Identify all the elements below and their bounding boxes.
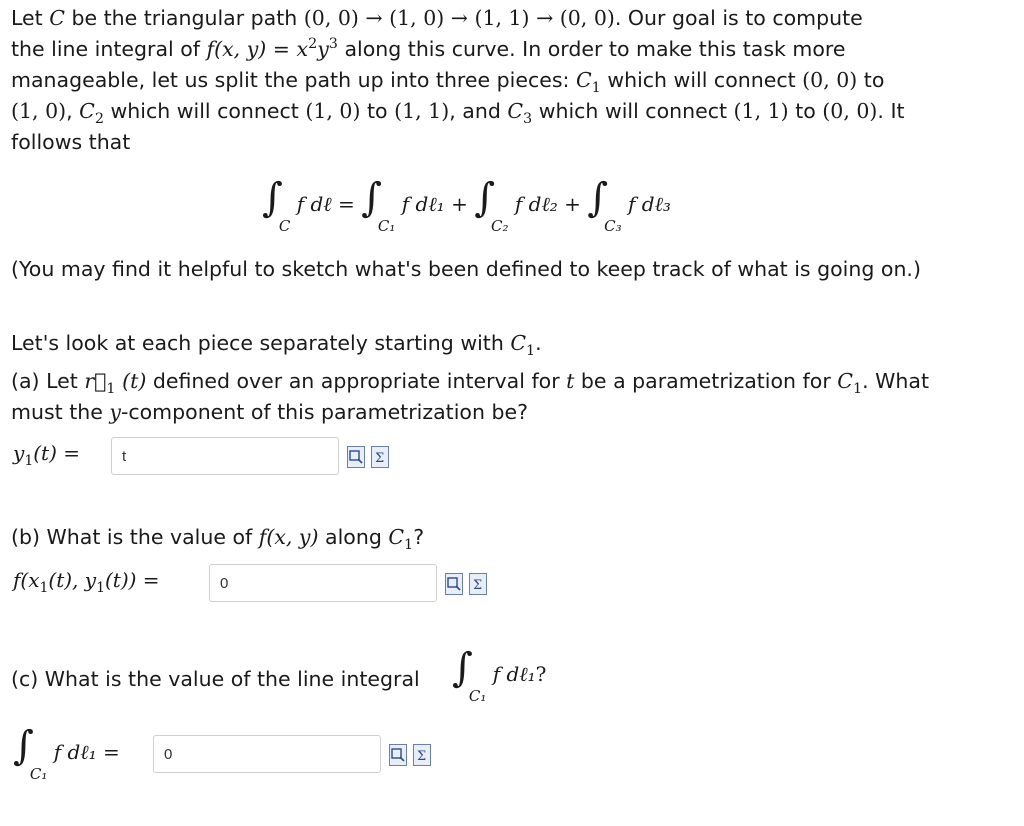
math-sub: 1: [852, 381, 863, 398]
text: must the: [11, 400, 110, 424]
math-f: f(x: [13, 568, 40, 592]
math-sub: 1: [39, 580, 49, 596]
text: be a parametrization for: [574, 369, 838, 393]
math-C: C: [507, 99, 524, 123]
math-sub: 1: [526, 343, 536, 360]
integral-sub: C: [278, 217, 291, 235]
part-c-lhs: [13, 723, 120, 783]
part-a-lhs: [13, 441, 80, 469]
math-sub: 3: [523, 111, 533, 128]
svg-text:Σ: Σ: [473, 578, 483, 593]
display-equation: [262, 175, 671, 235]
math-fx: (x, y) = x: [214, 37, 309, 61]
sketch-note: (You may find it helpful to sketch what's been defined to keep track of what is going on.): [11, 257, 921, 281]
integral-sign: ∫: [587, 175, 609, 221]
math-pow: 2: [308, 36, 318, 53]
answer-input-a[interactable]: [111, 437, 339, 475]
math-mid: (t), y: [48, 568, 97, 592]
text: . Our goal is to compute: [614, 6, 863, 30]
text: ,: [66, 99, 80, 123]
math-pow: 3: [328, 36, 338, 53]
part-b-lhs: [13, 568, 160, 596]
integral-sub: C₂: [491, 217, 509, 235]
text: (a) Let: [11, 369, 85, 393]
svg-text:Σ: Σ: [375, 451, 385, 466]
text: , and: [449, 99, 508, 123]
text: which will connect: [532, 99, 734, 123]
text: to: [360, 99, 395, 123]
text: . What: [862, 369, 929, 393]
part-b-question: [11, 522, 424, 553]
math-y: y: [317, 37, 329, 61]
text: to: [857, 68, 885, 92]
math-sub: 1: [24, 453, 34, 469]
math-C: C: [49, 6, 65, 30]
text: be the triangular path: [64, 6, 304, 30]
intro-line-2: [11, 34, 846, 65]
integral-sign: ∫: [13, 723, 34, 769]
math-sub: 1: [106, 381, 116, 398]
math-sub: 1: [591, 80, 601, 97]
text: -component of this parametrization be?: [120, 400, 528, 424]
preview-icon[interactable]: [347, 446, 365, 468]
math-C: C: [575, 68, 592, 92]
math-r: r⃗: [84, 369, 107, 393]
part-a-question-line-1: [11, 366, 929, 397]
math-point: (0, 0): [822, 99, 878, 123]
intro-line-5: follows that: [11, 130, 131, 154]
text: Let: [11, 6, 50, 30]
text: along this curve. In order to make this task more: [337, 37, 846, 61]
integrand: f dℓ: [296, 192, 332, 216]
integral-sub: C₁: [29, 765, 48, 783]
math-end: (t)) =: [104, 568, 160, 592]
integrand: f dℓ₁: [492, 662, 536, 686]
answer-input-b[interactable]: [209, 564, 437, 602]
math-t: (t): [115, 369, 147, 393]
part-a-question-line-2: [11, 397, 528, 428]
text: the line integral of: [11, 37, 207, 61]
integral-sign: ∫: [262, 175, 283, 221]
integrand: f dℓ₁: [53, 740, 97, 764]
integral-sign: ∫: [361, 175, 382, 221]
part-c-question: [11, 664, 420, 695]
math-C: C: [837, 369, 853, 393]
answer-input-c[interactable]: [153, 735, 381, 773]
c1-intro: [11, 328, 542, 359]
equals-sign: =: [102, 740, 120, 764]
math-point: (1, 1): [733, 99, 789, 123]
preview-icon[interactable]: [445, 573, 463, 595]
intro-line-1: [11, 3, 863, 34]
math-y: y: [13, 441, 25, 465]
equals-sign: =: [337, 192, 355, 216]
math-C: C: [510, 331, 527, 355]
part-c-integral: [452, 645, 547, 705]
math-point: (1, 0): [11, 99, 67, 123]
math-rest: (t) =: [33, 441, 80, 465]
integrand: f dℓ₂: [514, 192, 558, 216]
preview-icon[interactable]: [389, 744, 407, 766]
integral-sign: ∫: [452, 645, 473, 691]
text: .: [535, 331, 542, 355]
math-f: f(x, y): [258, 525, 319, 549]
intro-line-4: [11, 96, 905, 127]
math-point: (1, 1): [394, 99, 450, 123]
plus-sign: +: [451, 192, 468, 216]
integral-sub: C₁: [468, 687, 487, 705]
math-C: C: [79, 99, 95, 123]
text: along: [318, 525, 389, 549]
text: which will connect: [104, 99, 306, 123]
text: which will connect: [600, 68, 803, 92]
text: to: [788, 99, 823, 123]
text: ?: [413, 525, 425, 549]
math-point: (0, 0): [802, 68, 858, 92]
plus-sign: +: [564, 192, 581, 216]
svg-text:Σ: Σ: [417, 749, 427, 764]
integral-sub: C₃: [604, 217, 622, 235]
math-t: t: [566, 369, 575, 393]
integral-sign: ∫: [474, 175, 496, 221]
text: manageable, let us split the path up into three pieces:: [11, 68, 576, 92]
math-C: C: [388, 525, 405, 549]
math-editor-icon[interactable]: [469, 573, 487, 595]
text: . It: [877, 99, 905, 123]
integrand: f dℓ₃: [628, 192, 671, 216]
math-f: f: [206, 37, 215, 61]
math-sub: 1: [404, 537, 414, 554]
math-editor-icon[interactable]: [371, 446, 389, 468]
question-mark: ?: [535, 662, 547, 686]
math-sub: 1: [96, 580, 105, 596]
text: (b) What is the value of: [11, 525, 259, 549]
math-y: y: [109, 400, 121, 424]
text: Let's look at each piece separately starting with: [11, 331, 511, 355]
intro-line-3: [11, 65, 884, 96]
math-path: (0, 0) → (1, 0) → (1, 1) → (0, 0): [303, 6, 615, 30]
integral-sub: C₁: [377, 217, 396, 235]
math-sub: 2: [94, 111, 104, 128]
text: (c) What is the value of the line integral: [11, 667, 420, 691]
text: defined over an appropriate interval for: [146, 369, 567, 393]
integrand: f dℓ₁: [401, 192, 445, 216]
math-point: (1, 0): [305, 99, 361, 123]
math-editor-icon[interactable]: [413, 744, 431, 766]
